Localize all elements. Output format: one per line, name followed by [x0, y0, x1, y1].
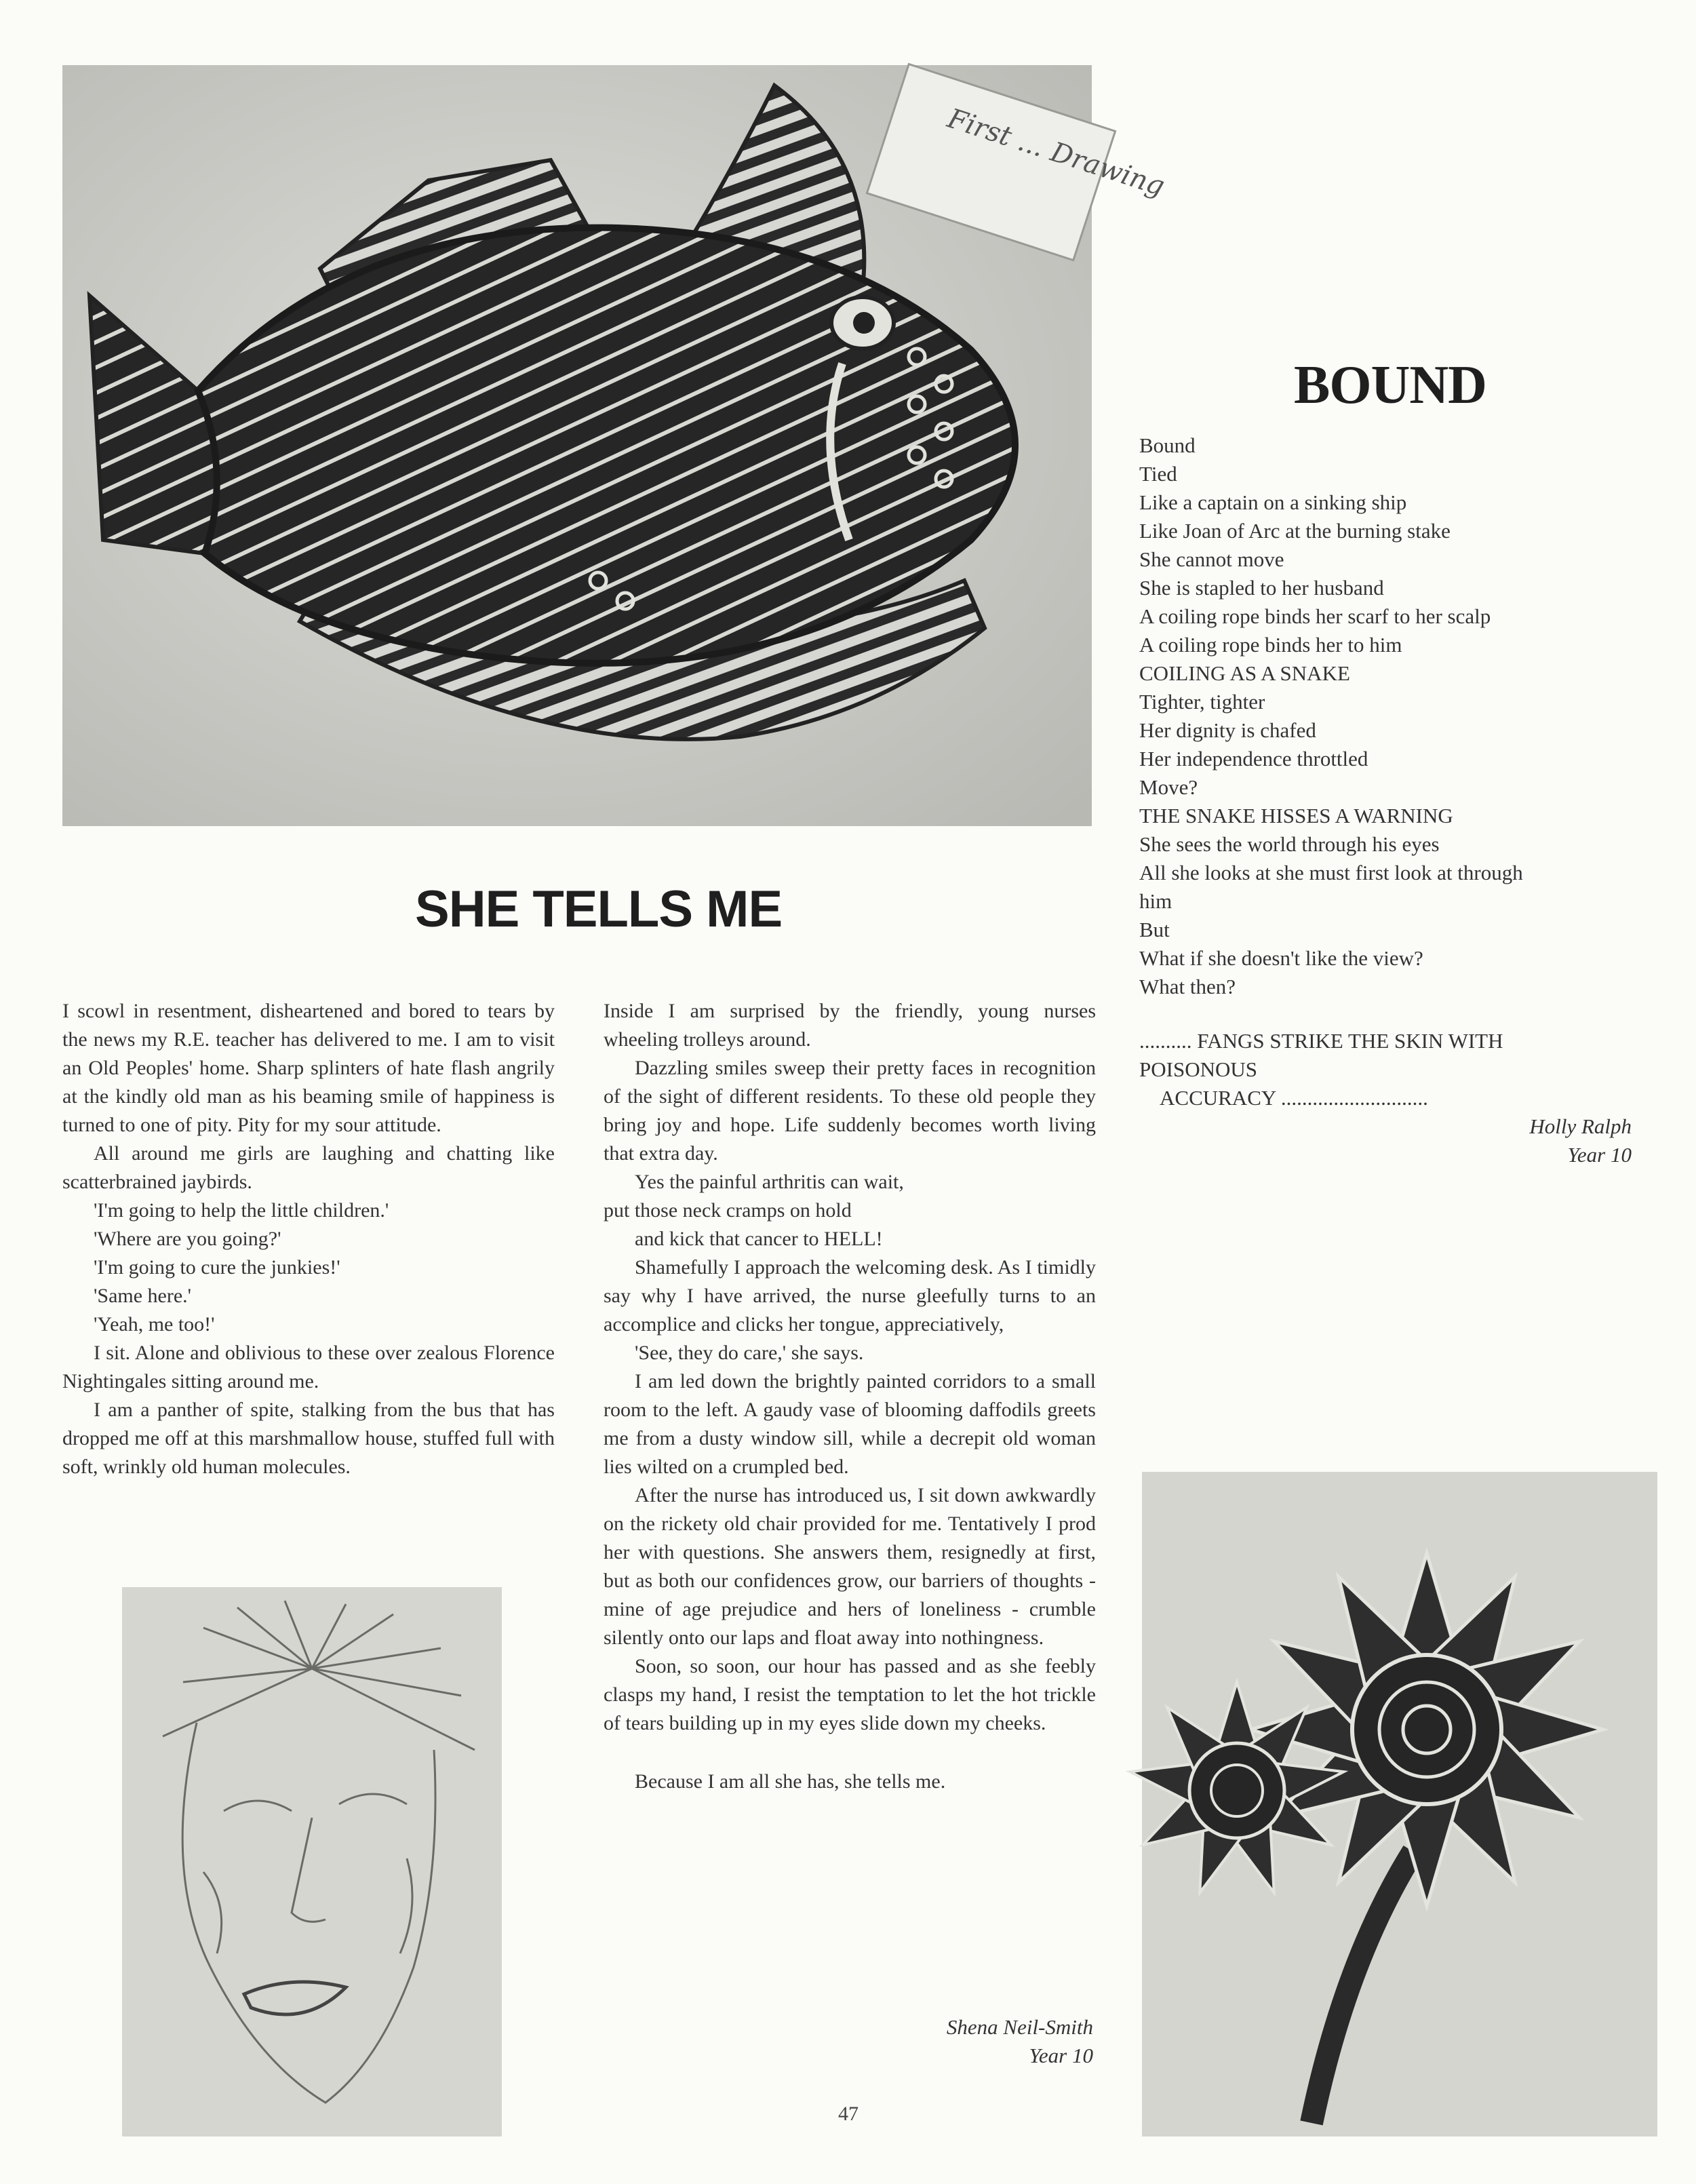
story-closing-line: Because I am all she has, she tells me.	[635, 1770, 946, 1793]
story-column-1	[62, 997, 555, 1481]
story-year: Year 10	[1029, 2044, 1093, 2067]
story-dialogue: 'I'm going to cure the junkies!'	[94, 1256, 340, 1279]
poem-line: Tied	[1139, 462, 1177, 486]
story-column-2	[604, 997, 1096, 1796]
story-paragraph: After the nurse has introduced us, I sit down awkwardly on the rickety old chair provided for me. Tentatively I prod her with questions. She answers them, resignedly at first, but as both our confidences grow, our barriers of thoughts - mine of age prejudice and hers of loneliness - crumble silently onto our laps and float away into nothingness.	[604, 1484, 1096, 1649]
story-author: Shena Neil-Smith	[946, 2015, 1093, 2039]
poem-line: A coiling rope binds her scarf to her scalp	[1139, 604, 1491, 628]
poem-year: Year 10	[1567, 1143, 1632, 1167]
poem-line: Her independence throttled	[1139, 747, 1368, 771]
face-sketch-photo	[122, 1587, 502, 2137]
poem-ending-line: .......... FANGS STRIKE THE SKIN WITH	[1139, 1029, 1503, 1053]
story-paragraph: All around me girls are laughing and chatting like scatterbrained jaybirds.	[62, 1142, 555, 1193]
poem-line: Her dignity is chafed	[1139, 718, 1316, 742]
poem-line: She sees the world through his eyes	[1139, 832, 1440, 856]
poem-line: What then?	[1139, 975, 1236, 998]
story-paragraph: put those neck cramps on hold	[604, 1199, 852, 1222]
story-paragraph: I scowl in resentment, disheartened and bored to tears by the news my R.E. teacher has delivered to me. I am to visit an Old Peoples' home. Sharp splinters of hate flash angrily at the kindly old man as his beaming smile of happiness is turned to one of pity. Pity for my sour attitude.	[62, 1000, 555, 1136]
story-dialogue: 'Same here.'	[94, 1285, 192, 1307]
face-sketch-image	[122, 1587, 502, 2137]
poem-line: Tighter, tighter	[1139, 690, 1265, 714]
story-paragraph: I sit. Alone and oblivious to these over zealous Florence Nightingales sitting around me.	[62, 1342, 555, 1392]
story-paragraph: Dazzling smiles sweep their pretty faces in recognition of the sight of different residents. To these old people they bring joy and hope. Life suddenly becomes worth living that extra day.	[604, 1057, 1096, 1165]
poem-ending-line: ACCURACY ............................	[1160, 1086, 1428, 1110]
flower-print-photo	[1142, 1472, 1657, 2137]
poem-line: him	[1139, 889, 1172, 913]
story-paragraph: Yes the painful arthritis can wait,	[635, 1171, 904, 1193]
story-dialogue: 'Where are you going?'	[94, 1228, 281, 1250]
story-dialogue: 'See, they do care,' she says.	[635, 1342, 864, 1364]
story-byline	[814, 2013, 1093, 2070]
poem-line: Move?	[1139, 775, 1198, 799]
poem-byline	[1356, 1112, 1632, 1169]
poem-line: Like Joan of Arc at the burning stake	[1139, 519, 1451, 543]
story-dialogue: 'Yeah, me too!'	[94, 1313, 215, 1335]
story-paragraph: Shamefully I approach the welcoming desk. As I timidly say why I have arrived, the nurse gleefully turns to an accomplice and clicks her tongue, appreciatively,	[604, 1256, 1096, 1335]
award-card-text: First ... Drawing	[943, 102, 1168, 203]
poem-line: A coiling rope binds her to him	[1139, 633, 1402, 657]
poem-line: COILING AS A SNAKE	[1139, 661, 1350, 685]
poem-ending	[1139, 1027, 1655, 1112]
story-paragraph: and kick that cancer to HELL!	[635, 1228, 883, 1250]
poem-line: Like a captain on a sinking ship	[1139, 490, 1407, 514]
flower-print-image	[1142, 1472, 1657, 2137]
story-paragraph: I am led down the brightly painted corridors to a small room to the left. A gaudy vase of blooming daffodils greets me from a dusty window sill, while a decrepit old woman lies wilted on a crumpled bed.	[604, 1370, 1096, 1478]
story-paragraph: Soon, so soon, our hour has passed and as she feebly clasps my hand, I resist the temptation to let the hot trickle of tears building up in my eyes slide down my cheeks.	[604, 1655, 1096, 1734]
story-dialogue: 'I'm going to help the little children.'	[94, 1199, 389, 1222]
page-number: 47	[838, 2103, 859, 2125]
story-title: SHE TELLS ME	[415, 880, 783, 938]
story-paragraph: Inside I am surprised by the friendly, young nurses wheeling trolleys around.	[604, 1000, 1096, 1051]
poem-line: But	[1139, 918, 1170, 941]
poem-body	[1139, 431, 1655, 1001]
poem-line: All she looks at she must first look at through	[1139, 861, 1523, 884]
poem-ending-line: POISONOUS	[1139, 1057, 1257, 1081]
poem-title: BOUND	[1294, 355, 1486, 415]
poem-line: She cannot move	[1139, 547, 1284, 571]
poem-line: She is stapled to her husband	[1139, 576, 1384, 600]
poem-line: What if she doesn't like the view?	[1139, 946, 1423, 970]
poem-author: Holly Ralph	[1529, 1114, 1632, 1138]
poem-line: THE SNAKE HISSES A WARNING	[1139, 804, 1453, 827]
story-paragraph: I am a panther of spite, stalking from the bus that has dropped me off at this marshmallow house, stuffed full with soft, wrinkly old human molecules.	[62, 1399, 555, 1478]
poem-line: Bound	[1139, 433, 1196, 457]
